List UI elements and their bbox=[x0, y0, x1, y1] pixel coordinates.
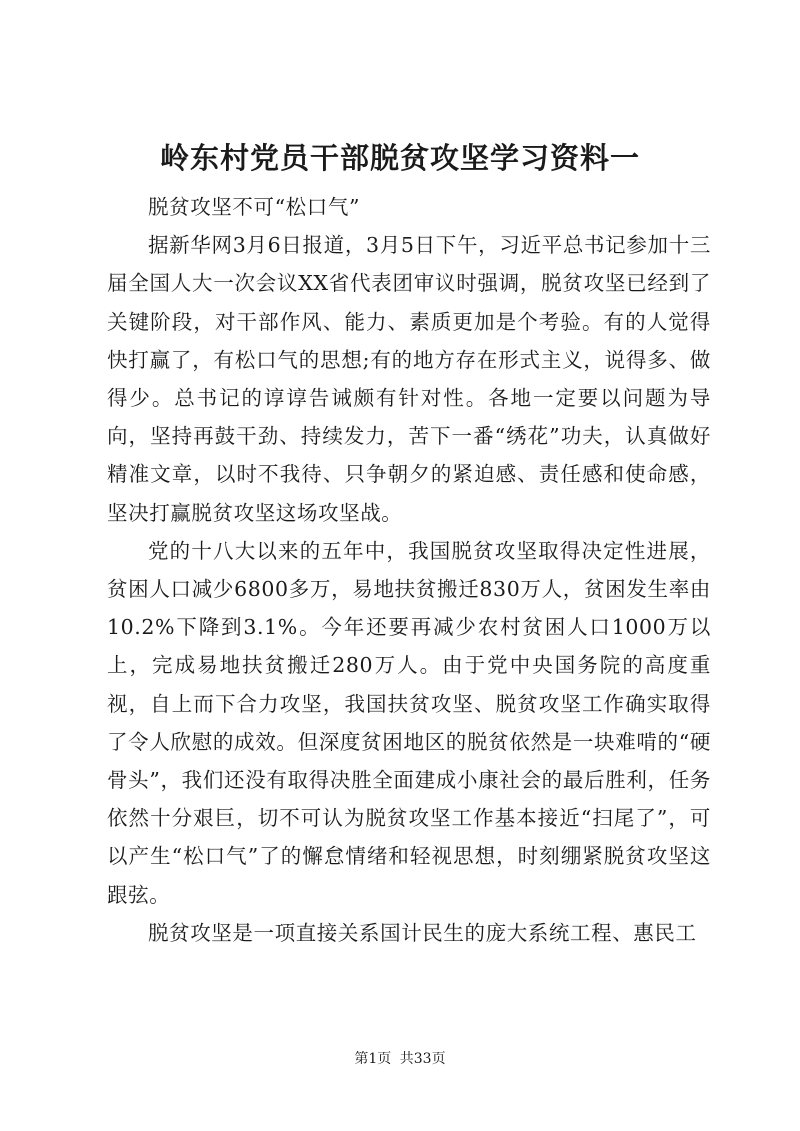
paragraph-2: 党的十八大以来的五年中，我国脱贫攻坚取得决定性进展，贫困人口减少6800多万，易地扶贫搬迁830万人，贫困发生率由10.2%下降到3.1%。今年还要再减少农村贫困人口1000万以上，完成易地扶贫搬迁280万人。由于党中央国务院的高度重视，自上而下合力攻坚，我国扶贫攻坚、脱贫攻坚工作确实取得了令人欣慰的成效。但深度贫困地区的脱贫依然是一块难啃的“硬骨头”，我们还没有取得决胜全面建成小康社会的最后胜利，任务依然十分艰巨，切不可认为脱贫攻坚工作基本接近“扫尾了”，可以产生“松口气”了的懈怠情绪和轻视思想，时刻绷紧脱贫攻坚这跟弦。 bbox=[107, 538, 711, 907]
document-title: 岭东村党员干部脱贫攻坚学习资料一 bbox=[159, 141, 640, 175]
paragraph-3: 脱贫攻坚是一项直接关系国计民生的庞大系统工程、惠民工 bbox=[148, 920, 697, 945]
paragraph-1: 据新华网3月6日报道，3月5日下午，习近平总书记参加十三届全国人大一次会议XX省代表团审议时强调，脱贫攻坚已经到了关键阶段，对干部作风、能力、素质更加是个考验。有的人觉得快打赢了，有松口气的思想;有的地方存在形式主义，说得多、做得少。总书记的谆谆告诫颇有针对性。各地一定要以问题为导向，坚持再鼓干劲、持续发力，苦下一番“绣花”功夫，认真做好精准文章，以时不我待、只争朝夕的紧迫感、责任感和使命感，坚决打赢脱贫攻坚这场攻坚战。 bbox=[107, 233, 711, 525]
section-subtitle: 脱贫攻坚不可“松口气” bbox=[148, 195, 361, 219]
page-total: 共33页 bbox=[399, 1051, 446, 1067]
document-body bbox=[107, 188, 711, 952]
page-footer bbox=[0, 1049, 800, 1069]
page-number: 第1页 bbox=[354, 1051, 392, 1067]
